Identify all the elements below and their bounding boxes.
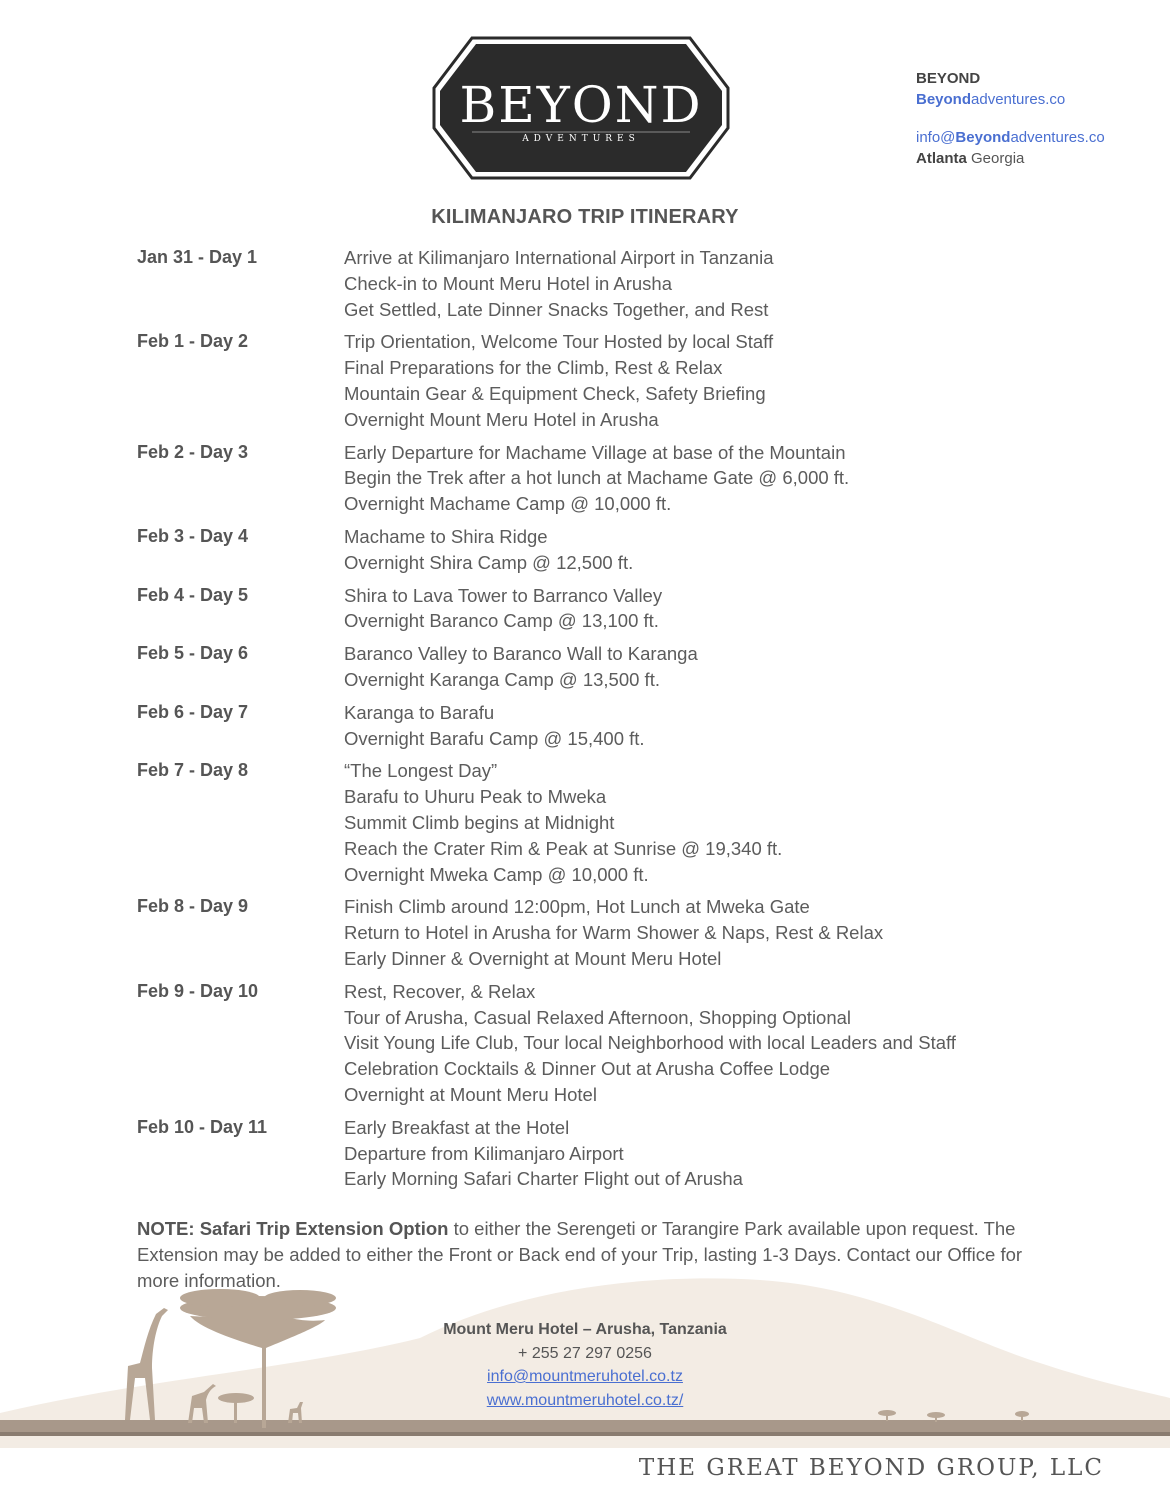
activity-line: Mountain Gear & Equipment Check, Safety Briefing [344,382,766,404]
activity-line: Get Settled, Late Dinner Snacks Together, and Rest [344,298,769,320]
day-label: Feb 1 - Day 2 [137,331,249,352]
day-activities [344,894,883,971]
itinerary-day [137,641,1037,693]
day-label: Feb 5 - Day 6 [137,643,249,664]
extension-note: NOTE: Safari Trip Extension Option to either the Serengeti or Tarangire Park available upon request. The Extension may be added to either the Front or Back end of your Trip, lasting 1-3 Days. Contact our Office for more information. [137,1218,1023,1291]
logo-wordmark: BEYOND [459,76,703,134]
activity-line: Early Morning Safari Charter Flight out of Arusha [344,1168,743,1190]
page-title: KILIMANJARO TRIP ITINERARY [431,206,739,228]
hotel-email-link[interactable]: info@mountmeruhotel.co.tz [487,1368,683,1385]
activity-line: Early Dinner & Overnight at Mount Meru Hotel [344,947,722,969]
contact-block [916,68,1105,169]
day-label: Feb 2 - Day 3 [137,441,249,462]
day-label: Feb 6 - Day 7 [137,701,249,722]
hotel-website-link[interactable]: www.mountmeruhotel.co.tz/ [486,1391,684,1409]
activity-line: Baranco Valley to Baranco Wall to Karanga [344,643,698,665]
day-label: Feb 4 - Day 5 [137,584,249,605]
itinerary-day [137,1115,1037,1192]
day-activities [344,700,645,752]
activity-line: Overnight Barafu Camp @ 15,400 ft. [344,727,645,749]
activity-line: Tour of Arusha, Casual Relaxed Afternoon, Shopping Optional [344,1006,852,1028]
hotel-phone: + 255 27 297 0256 [518,1344,652,1362]
activity-line: Overnight Karanga Camp @ 13,500 ft. [344,668,660,690]
day-label: Feb 3 - Day 4 [137,525,249,546]
activity-line: Karanga to Barafu [344,701,495,723]
day-activities [344,1115,743,1192]
activity-line: Early Departure for Machame Village at base of the Mountain [344,441,846,463]
activity-line: Departure from Kilimanjaro Airport [344,1142,624,1164]
itinerary-day [137,329,1037,432]
activity-line: Final Preparations for the Climb, Rest & Relax [344,357,723,379]
activity-line: Reach the Crater Rim & Peak at Sunrise @ 19,340 ft. [344,837,783,859]
activity-line: Overnight Mweka Camp @ 10,000 ft. [344,863,649,885]
activity-line: Early Breakfast at the Hotel [344,1116,570,1138]
footer-company: THE GREAT BEYOND GROUP, LLC [638,1455,1104,1481]
activity-line: Celebration Cocktails & Dinner Out at Arusha Coffee Lodge [344,1058,831,1080]
activity-line: Overnight Baranco Camp @ 13,100 ft. [344,610,659,632]
company-name: BEYOND [916,70,981,87]
activity-line: Finish Climb around 12:00pm, Hot Lunch at Mweka Gate [344,896,810,918]
day-label: Feb 9 - Day 10 [137,980,259,1001]
day-activities [344,979,956,1108]
itinerary-day [137,440,1037,517]
hotel-name: Mount Meru Hotel – Arusha, Tanzania [443,1321,727,1338]
itinerary-day [137,245,1037,322]
activity-line: Machame to Shira Ridge [344,525,548,547]
activity-line: Overnight at Mount Meru Hotel [344,1083,597,1105]
activity-line: Rest, Recover, & Relax [344,980,536,1002]
day-activities [344,641,698,693]
day-activities [344,329,773,432]
location: Atlanta Georgia [916,150,1025,167]
activity-line: “The Longest Day” [344,760,498,782]
itinerary-day [137,524,1037,576]
day-activities [344,524,633,576]
itinerary-day [137,583,1037,635]
hotel-contact [0,1318,1170,1412]
brand-logo [432,36,730,180]
email-link[interactable]: info@Beyondadventures.co [916,129,1105,146]
day-activities [344,440,849,517]
activity-line: Summit Climb begins at Midnight [344,811,615,833]
activity-line: Overnight Machame Camp @ 10,000 ft. [344,493,672,515]
activity-line: Barafu to Uhuru Peak to Mweka [344,786,607,808]
itinerary-day [137,758,1037,887]
itinerary-day [137,700,1037,752]
day-label: Jan 31 - Day 1 [137,247,258,267]
activity-line: Return to Hotel in Arusha for Warm Shower & Naps, Rest & Relax [344,922,884,944]
activity-line: Shira to Lava Tower to Barranco Valley [344,584,663,606]
itinerary-list [137,245,1037,1199]
activity-line: Check-in to Mount Meru Hotel in Arusha [344,272,673,294]
itinerary-day [137,979,1037,1108]
website-link[interactable]: Beyondadventures.co [916,91,1066,108]
day-label: Feb 10 - Day 11 [137,1116,268,1137]
day-activities [344,245,774,322]
logo-tagline: ADVENTURES [522,134,640,144]
day-label: Feb 8 - Day 9 [137,896,249,917]
day-label: Feb 7 - Day 8 [137,760,249,781]
activity-line: Overnight Mount Meru Hotel in Arusha [344,408,659,430]
day-activities [344,758,782,887]
itinerary-day [137,894,1037,971]
day-activities [344,583,662,635]
activity-line: Trip Orientation, Welcome Tour Hosted by local Staff [344,331,774,353]
activity-line: Begin the Trek after a hot lunch at Machame Gate @ 6,000 ft. [344,467,850,489]
activity-line: Arrive at Kilimanjaro International Airport in Tanzania [344,247,774,268]
activity-line: Visit Young Life Club, Tour local Neighborhood with local Leaders and Staff [344,1032,956,1054]
activity-line: Overnight Shira Camp @ 12,500 ft. [344,551,634,573]
